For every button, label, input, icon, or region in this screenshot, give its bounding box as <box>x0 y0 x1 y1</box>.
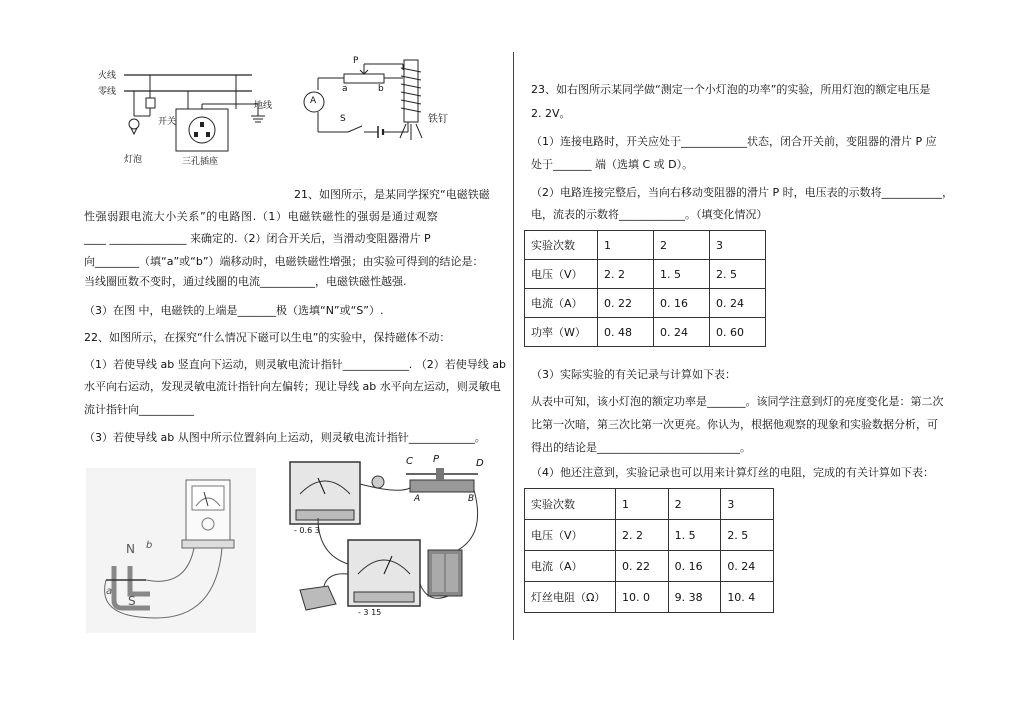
switch-s-label: S <box>340 114 346 124</box>
q22-line-5: （3）若使导线 ab 从图中所示位置斜向上运动，则灵敏电流计指针____________。 <box>84 431 486 444</box>
table-row <box>525 489 774 520</box>
table-row <box>525 289 766 318</box>
circuit-photo-figure <box>288 454 492 624</box>
table-cell: 0. 22 <box>616 551 669 582</box>
table-cell: 1. 5 <box>668 520 721 551</box>
q23-line-1: 23、如右图所示某同学做“测定一个小灯泡的功率”的实验，所用灯泡的额定电压是 <box>531 83 931 96</box>
table-cell: 灯丝电阻（Ω） <box>525 582 616 613</box>
induction-experiment-figure <box>86 468 256 633</box>
table-cell: 0. 24 <box>654 318 710 347</box>
table-cell: 电压（V） <box>525 260 598 289</box>
table-cell: 0. 22 <box>598 289 654 318</box>
table-cell: 1 <box>598 231 654 260</box>
terminal-d-label: D <box>476 458 484 469</box>
table-cell: 0. 48 <box>598 318 654 347</box>
wire-a-label: a <box>106 586 113 597</box>
q23-line-2: 2. 2V。 <box>531 107 571 120</box>
table-cell: 0. 60 <box>710 318 766 347</box>
table-cell: 功率（W） <box>525 318 598 347</box>
table-cell: 10. 0 <box>616 582 669 613</box>
table-cell: 0. 16 <box>668 551 721 582</box>
resistance-table <box>524 488 774 613</box>
induction-experiment-svg <box>86 468 256 633</box>
table-cell: 2 <box>668 489 721 520</box>
terminal-c-label: C <box>406 456 413 467</box>
table-cell: 2. 2 <box>616 520 669 551</box>
column-divider <box>513 52 514 640</box>
table-cell: 2. 5 <box>721 520 774 551</box>
q22-line-2: （1）若使导线 ab 竖直向下运动，则灵敏电流计指针____________. （2）若使导线 ab <box>84 358 506 371</box>
magnet-s-label: S <box>128 594 136 608</box>
table-cell: 2 <box>654 231 710 260</box>
q23-line-11: （4）他还注意到，实验记录也可以用来计算灯丝的电阻，完成的有关计算如下表： <box>531 466 934 479</box>
table-row <box>525 520 774 551</box>
table-cell: 1 <box>616 489 669 520</box>
slider-p-label: P <box>353 56 359 66</box>
table-row <box>525 260 766 289</box>
table-cell: 电压（V） <box>525 520 616 551</box>
terminal-b-label: b <box>378 84 384 94</box>
terminal-a-label: a <box>342 84 348 94</box>
table-cell: 0. 24 <box>710 289 766 318</box>
table-cell: 2. 2 <box>598 260 654 289</box>
table-cell: 10. 4 <box>721 582 774 613</box>
q22-line-3: 水平向右运动，发现灵敏电流计指针向左偏转；现让导线 ab 水平向左运动，则灵敏电 <box>84 380 501 393</box>
q23-line-7: （3）实际实验的有关记录与计算如下表： <box>531 368 736 381</box>
wire-b-label: b <box>146 540 153 551</box>
iron-nail-label: 铁钉 <box>428 114 448 125</box>
switch-label: 开关 <box>158 117 177 127</box>
q21-line-6: （3）在图 中，电磁铁的上端是_______极（选填“N”或“S”）. <box>84 304 384 317</box>
table-cell: 实验次数 <box>525 489 616 520</box>
electromagnet-figure <box>300 56 470 146</box>
q22-line-1: 22、如图所示，在探究“什么情况下磁可以生电”的实验中，保持磁体不动： <box>84 331 451 344</box>
table-row <box>525 551 774 582</box>
q23-line-6: 电，流表的示数将____________。（填变化情况） <box>531 208 768 221</box>
power-table <box>524 230 766 347</box>
table-row <box>525 231 766 260</box>
q21-line-5: 当线圈匝数不变时，通过线圈的电流__________，电磁铁磁性越强. <box>84 275 407 288</box>
table-row <box>525 318 766 347</box>
table-row <box>525 582 774 613</box>
terminal-a-photo-label: A <box>414 494 421 504</box>
neutral-line-label: 零线 <box>98 87 117 97</box>
q23-line-10: 得出的结论是__________________________。 <box>531 441 751 454</box>
table-cell: 2. 5 <box>710 260 766 289</box>
q23-line-4: 处于_______ 端（选填 C 或 D）。 <box>531 158 694 171</box>
terminal-b-photo-label: B <box>468 494 475 504</box>
house-wiring-figure <box>96 66 276 176</box>
q21-line-3: ____ ______________ 来确定的.（2）闭合开关后，当滑动变阻器滑片 P <box>84 232 431 245</box>
q23-line-8: 从表中可知，该小灯泡的额定功率是_______。该同学注意到灯的亮度变化是：第二次 <box>531 395 944 408</box>
table-cell: 9. 38 <box>668 582 721 613</box>
q21-line-4: 向________（填“a”或“b”）端移动时，电磁铁磁性增强；由实验可得到的结论是： <box>84 255 484 268</box>
ammeter-scale-label: - 0.6 3 <box>294 526 320 535</box>
table-cell: 实验次数 <box>525 231 598 260</box>
table-cell: 0. 16 <box>654 289 710 318</box>
table-cell: 电流（A） <box>525 289 598 318</box>
bulb-label: 灯泡 <box>124 155 143 165</box>
table-cell: 1. 5 <box>654 260 710 289</box>
circuit-photo-svg <box>288 454 492 624</box>
q23-line-9: 比第一次暗，第三次比第一次更亮。你认为，根据他观察的现象和实验数据分析，可 <box>531 418 938 431</box>
fire-line-label: 火线 <box>98 71 117 81</box>
slider-p-photo-label: P <box>433 454 440 465</box>
magnet-n-label: N <box>126 542 135 556</box>
socket-label: 三孔插座 <box>182 157 219 167</box>
q21-line-1: 21、如图所示，是某同学探究“电磁铁磁 <box>294 188 490 201</box>
q23-line-5: （2）电路连接完整后，当向右移动变阻器的滑片 P 时，电压表的示数将___________， <box>531 186 954 199</box>
voltmeter-scale-label: - 3 15 <box>358 608 382 617</box>
ammeter-label: A <box>310 96 317 106</box>
table-cell: 3 <box>710 231 766 260</box>
electromagnet-svg <box>300 56 470 146</box>
q22-line-4: 流计指针向__________ <box>84 403 194 416</box>
ground-label: 地线 <box>254 101 273 111</box>
table-cell: 电流（A） <box>525 551 616 582</box>
table-cell: 3 <box>721 489 774 520</box>
q21-line-2: 性强弱跟电流大小关系”的电路图.（1）电磁铁磁性的强弱是通过观察 <box>84 210 439 223</box>
q23-line-3: （1）连接电路时，开关应处于____________状态，闭合开关前，变阻器的滑片 P 应 <box>531 135 937 148</box>
table-cell: 0. 24 <box>721 551 774 582</box>
